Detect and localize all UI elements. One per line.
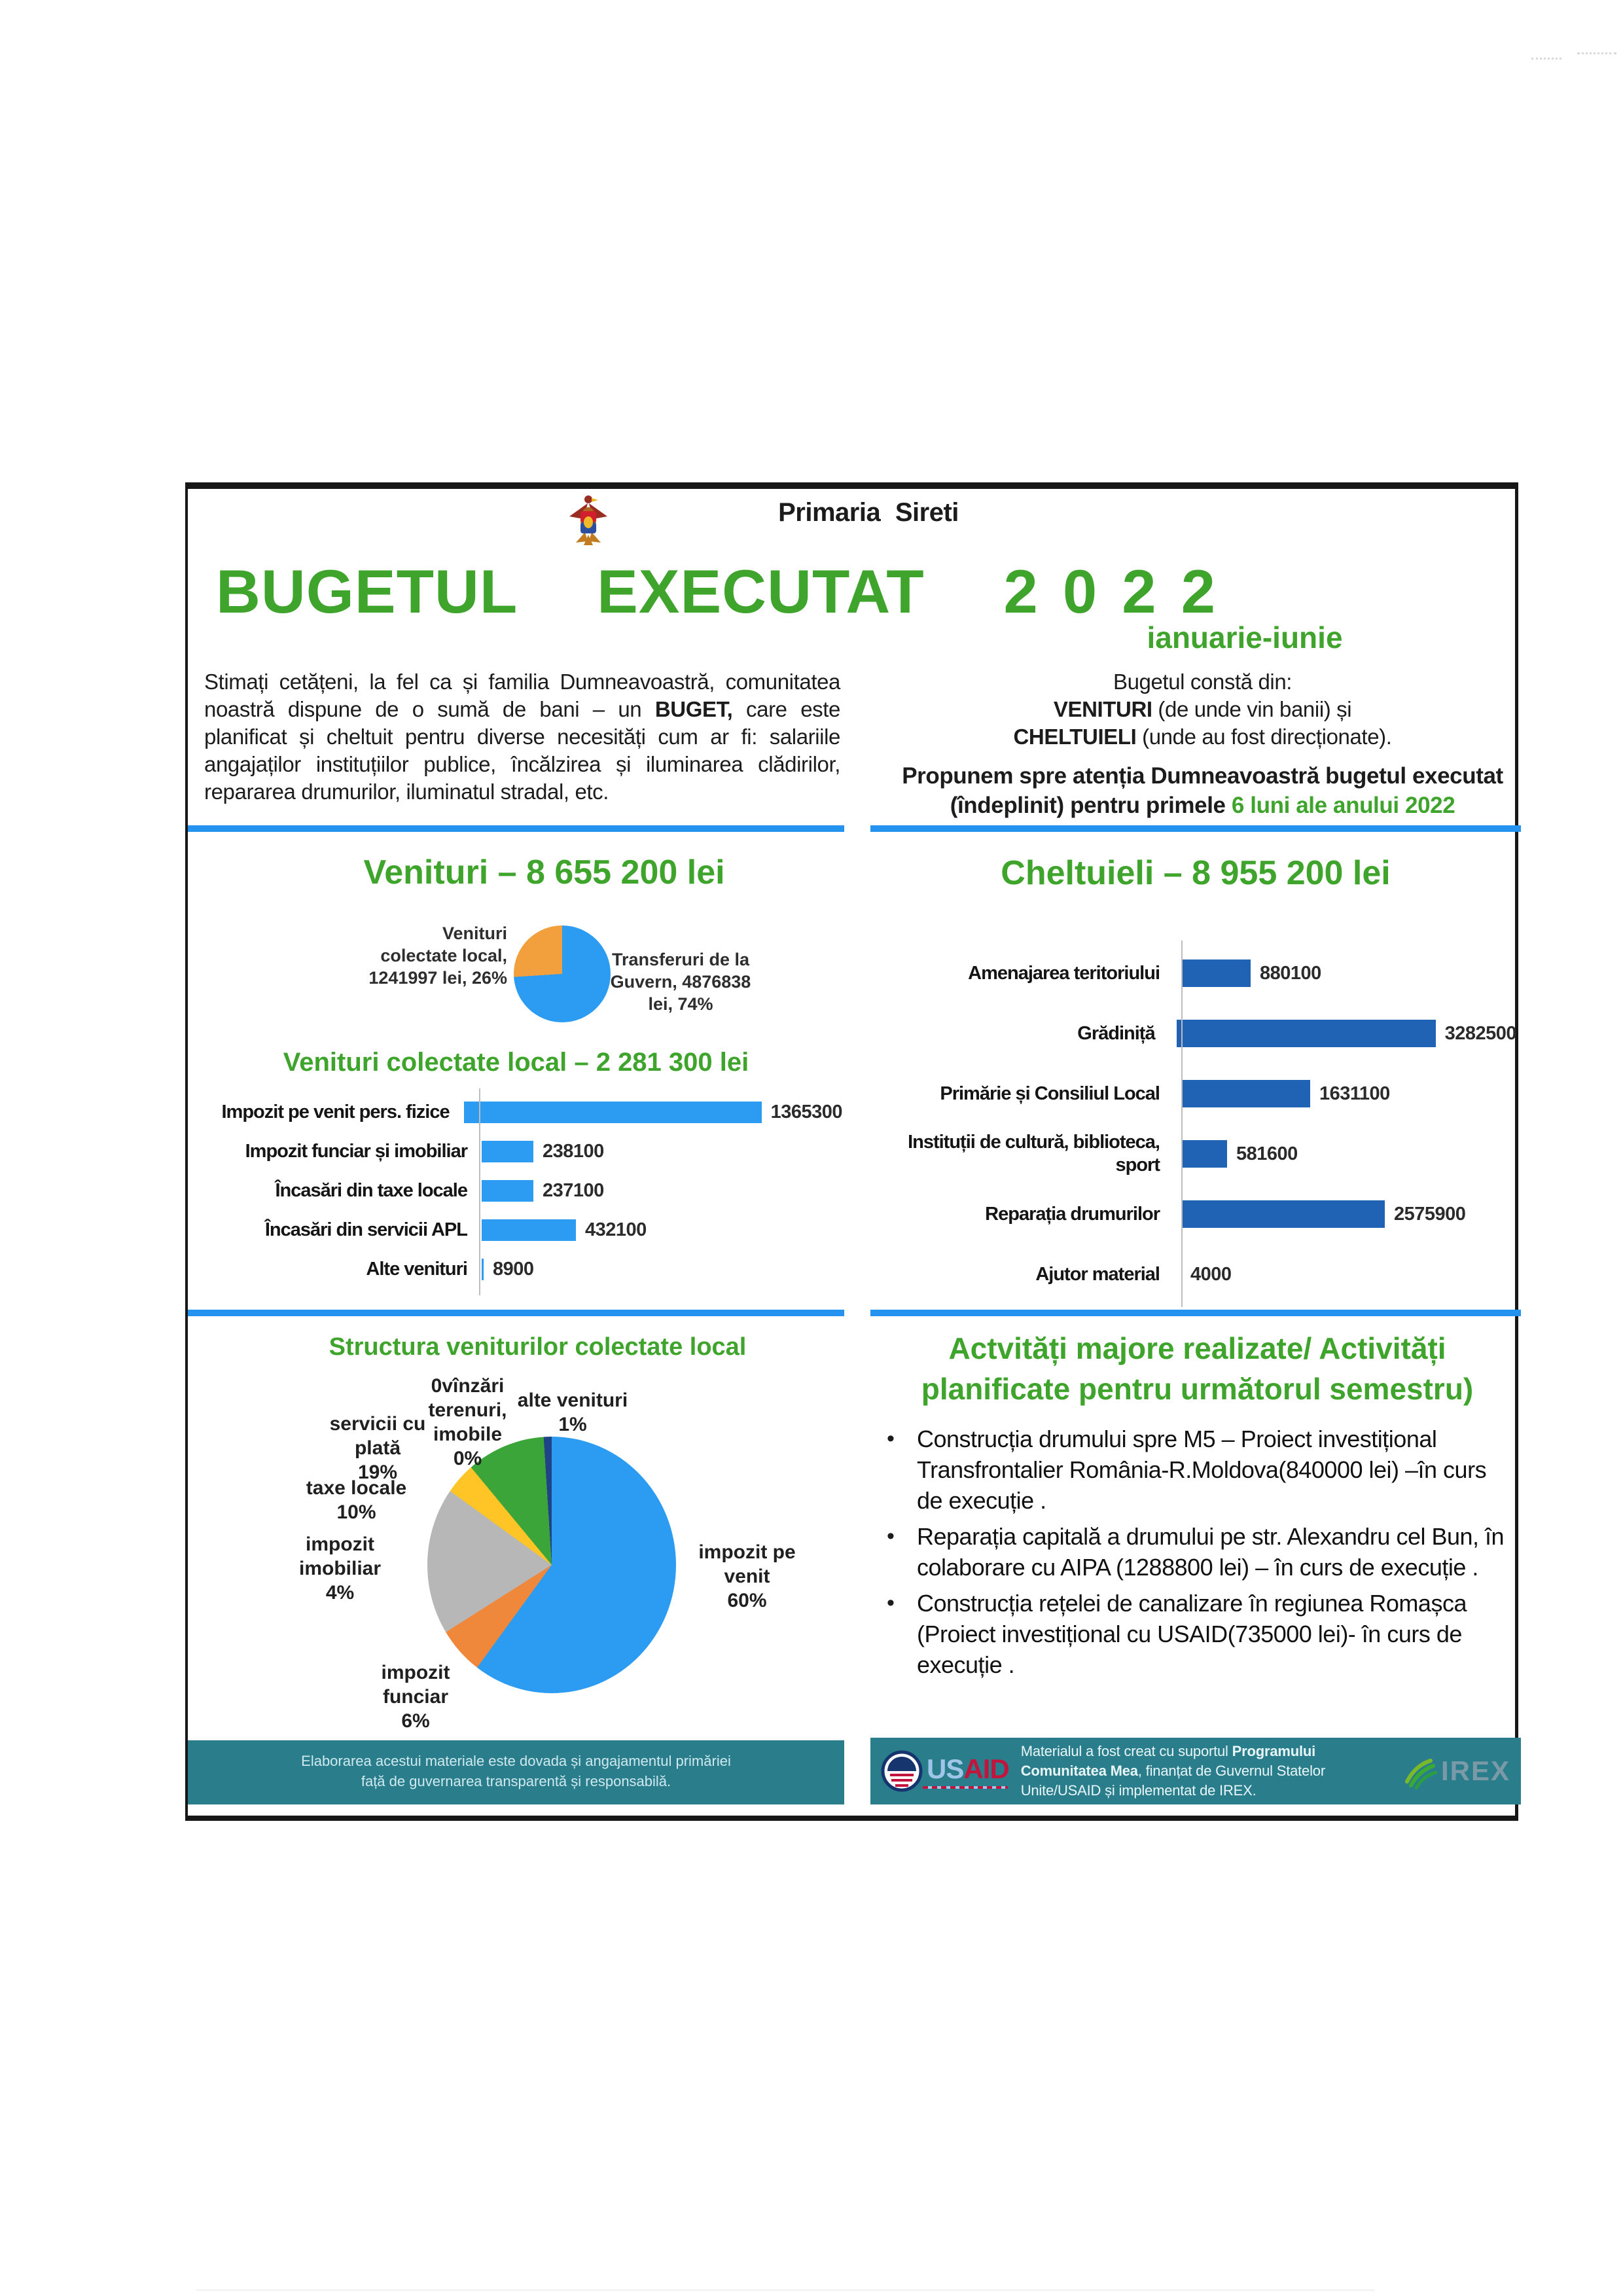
- organization-name: Primaria Sireti: [778, 498, 959, 527]
- bar-category-label: Primărie și Consiliul Local: [940, 1083, 1160, 1104]
- venituri-bar-chart: [211, 1092, 842, 1289]
- scan-artifact: [1577, 52, 1616, 54]
- irex-logo: [1402, 1753, 1510, 1789]
- definition-line: Bugetul constă din:: [1113, 670, 1293, 694]
- bar-category-label: Alte venituri: [366, 1258, 467, 1280]
- pie2-label-servicii: [329, 1412, 427, 1484]
- footer-text: , finanțat de Guvernul Statelor Unite/USAID și implementat de IREX.: [1020, 1763, 1325, 1799]
- definition-line: [883, 696, 1522, 723]
- pie2-label-alte: [514, 1388, 632, 1437]
- venituri-word: VENITURI: [1053, 697, 1152, 721]
- bar: [482, 1141, 533, 1162]
- bar-row: [872, 1244, 1516, 1304]
- bullet-icon: •: [887, 1524, 895, 1549]
- pie2-label-text: 0vînzări terenuri, imobile: [428, 1375, 507, 1445]
- bar-track: [1181, 1080, 1390, 1107]
- bar-track: [1177, 1020, 1516, 1047]
- bar-track: [1181, 1140, 1298, 1168]
- intro-bold-word: BUGET,: [654, 697, 733, 721]
- proposal-statement: [883, 761, 1522, 820]
- pie2-label-pct: 19%: [357, 1462, 398, 1483]
- bar-row: [211, 1249, 842, 1289]
- pie-label-line: Guvern, 4876838: [610, 972, 751, 992]
- title-period: ianuarie-iunie: [1147, 620, 1343, 655]
- footer-text: Materialul a fost creat cu suportul: [1020, 1743, 1232, 1759]
- pie-label-transferuri: [599, 948, 762, 1015]
- section-divider: [870, 825, 1521, 832]
- cheltuieli-word: CHELTUIELI: [1013, 725, 1137, 749]
- usaid-tagline: [923, 1786, 1008, 1789]
- pie2-label-taxe: [302, 1476, 410, 1524]
- pie2-label-text: alte venituri: [517, 1390, 628, 1411]
- bullet-icon: •: [887, 1590, 895, 1615]
- pie2-label-vinzari: [414, 1374, 522, 1471]
- venituri-local-title: Venituri colectate local – 2 281 300 lei: [283, 1048, 749, 1077]
- pie-label-line: Venituri: [442, 924, 507, 943]
- scan-artifact: [1531, 58, 1561, 60]
- bar-row: [872, 1124, 1516, 1184]
- moldova-coat-of-arms-icon: [565, 490, 611, 550]
- activity-item: [887, 1521, 1512, 1583]
- bar: [1181, 1080, 1310, 1107]
- bar-value: 8900: [493, 1258, 534, 1280]
- definition-text: (de unde vin banii) și: [1152, 697, 1352, 721]
- footer-line: față de guvernarea transparentă și responsabilă.: [361, 1773, 671, 1789]
- bar: [482, 1219, 576, 1241]
- pie2-label-text: impozit imobiliar: [298, 1534, 382, 1579]
- bar: [1181, 960, 1251, 987]
- footer-right-text: [1021, 1742, 1390, 1801]
- pie2-label-pct: 10%: [336, 1501, 376, 1523]
- bar: [1181, 1140, 1227, 1168]
- cheltuieli-section-title: Cheltuieli – 8 955 200 lei: [1001, 854, 1391, 892]
- bar-row: [872, 1184, 1516, 1244]
- bar-row: [211, 1092, 842, 1132]
- footer-left-bar: [188, 1740, 844, 1804]
- bar-category-label: Instituții de cultură, biblioteca, sport: [908, 1132, 1160, 1175]
- footer-program-name: Programului Comunitatea Mea: [1020, 1743, 1316, 1779]
- bar-track: [482, 1180, 604, 1202]
- pie2-label-pct: 60%: [727, 1590, 767, 1611]
- structura-pie-chart: [427, 1437, 676, 1693]
- bar-value: 3282500: [1444, 1022, 1516, 1044]
- pie2-label-text: servicii cu plată: [329, 1413, 426, 1459]
- intro-text: Stimați cetățeni, la fel ca și familia Dumneavoastră, comunitatea noastră dispune de o sumă de bani – un: [204, 670, 840, 721]
- intro-text: care este planificat și cheltuit pentru diverse necesități cum ar fi: salariile angajaților instituțiilor publice, încălzirea și iluminarea clădirilor, repararea drumurilor, iluminatul stradal, etc.: [204, 697, 840, 804]
- page-title: [216, 556, 1219, 627]
- pie2-label-pct: 1%: [558, 1414, 587, 1435]
- bar-track: [482, 1219, 647, 1241]
- bar-value: 1365300: [770, 1101, 842, 1122]
- bar-row: [211, 1210, 842, 1249]
- activities-title: [874, 1328, 1521, 1409]
- pie2-label-text: impozit funciar: [381, 1662, 450, 1708]
- budget-definition: [883, 668, 1522, 820]
- definition-line: [883, 723, 1522, 751]
- bar: [482, 1259, 484, 1280]
- pie2-label-pct: 6%: [401, 1710, 430, 1732]
- footer-line: Elaborarea acestui materiale este dovada și angajamentul primăriei: [301, 1753, 731, 1769]
- activity-text: Construcția drumului spre M5 – Proiect investițional Transfrontalier România-R.Moldova(840000 lei) –în curs de execuție .: [917, 1426, 1487, 1514]
- pie2-label-text: impozit pe venit: [698, 1541, 796, 1587]
- content-box: [185, 482, 1518, 1821]
- bar-row: [872, 1003, 1516, 1064]
- intro-paragraph: [204, 668, 840, 806]
- bar-value: 581600: [1236, 1143, 1298, 1164]
- title-word-1: BUGETUL: [216, 557, 518, 626]
- usaid-aid-text: AID: [963, 1753, 1009, 1784]
- bar-value: 432100: [585, 1219, 647, 1240]
- venituri-section-title: Venituri – 8 655 200 lei: [363, 853, 725, 891]
- bar-track: [1181, 960, 1321, 987]
- bar-value: 1631100: [1319, 1083, 1390, 1104]
- bar-category-label: Încasări din servicii APL: [264, 1219, 467, 1240]
- bullet-icon: •: [887, 1426, 895, 1451]
- footer-left-text: [188, 1740, 844, 1791]
- title-word-2: EXECUTAT: [597, 557, 925, 626]
- activity-item: [887, 1424, 1512, 1516]
- pie2-label-pct: 0%: [453, 1448, 482, 1469]
- pie-label-line: 1241997 lei, 26%: [368, 968, 507, 988]
- footer-right-bar: [870, 1738, 1521, 1804]
- bar-row: [872, 1064, 1516, 1124]
- venituri-pie-chart: [514, 925, 611, 1022]
- bar-track: [464, 1102, 842, 1123]
- bar-value: 2575900: [1394, 1203, 1466, 1225]
- usaid-logo: [881, 1750, 1009, 1792]
- section-divider: [188, 825, 844, 832]
- bar-value: 238100: [543, 1140, 604, 1162]
- activities-title-line: Actvități majore realizate/ Activități: [948, 1331, 1446, 1365]
- pie-label-venituri-local: [355, 922, 507, 989]
- cheltuieli-bar-chart: [872, 943, 1516, 1304]
- pie2-label-imobiliar: [293, 1532, 387, 1605]
- pie2-label-venit: [687, 1540, 808, 1613]
- chart-axis: [1181, 941, 1183, 1307]
- activity-text: Reparația capitală a drumului pe str. Alexandru cel Bun, în colaborare cu AIPA (1288800 lei) – în curs de execuție .: [917, 1523, 1505, 1581]
- proposal-period: 6 luni ale anului 2022: [1231, 793, 1455, 818]
- bar-category-label: Încasări din taxe locale: [275, 1179, 467, 1201]
- bar: [1177, 1020, 1436, 1047]
- pie2-label-pct: 4%: [325, 1582, 355, 1604]
- bar-row: [211, 1132, 842, 1171]
- bar-value: 4000: [1190, 1263, 1232, 1285]
- definition-text: (unde au fost direcționate).: [1136, 725, 1392, 749]
- section-divider: [188, 1310, 844, 1316]
- pie-label-line: Transferuri de la: [611, 950, 750, 969]
- bar: [1181, 1200, 1385, 1228]
- usaid-emblem-icon: [881, 1750, 923, 1792]
- bar-row: [872, 943, 1516, 1003]
- bar-track: [1181, 1261, 1232, 1288]
- bar-category-label: Grădiniță: [1077, 1022, 1155, 1044]
- bar-track: [1181, 1200, 1465, 1228]
- bar-category-label: Ajutor material: [1035, 1263, 1160, 1285]
- bar-track: [482, 1141, 604, 1162]
- bar-track: [482, 1259, 534, 1280]
- usaid-us-text: US: [927, 1753, 964, 1784]
- irex-text: IREX: [1440, 1755, 1510, 1786]
- bar-category-label: Amenajarea teritoriului: [968, 962, 1160, 984]
- activity-item: [887, 1588, 1512, 1680]
- bar-category-label: Impozit funciar și imobiliar: [245, 1140, 467, 1162]
- pie2-label-text: taxe locale: [306, 1477, 407, 1499]
- pie2-label-funciar: [370, 1660, 461, 1733]
- chart-axis: [479, 1088, 480, 1295]
- bar-category-label: Impozit pe venit pers. fizice: [221, 1101, 450, 1122]
- section-divider: [870, 1310, 1521, 1316]
- title-year: 2 0 2 2: [1003, 557, 1219, 626]
- bar: [464, 1102, 762, 1123]
- bar-category-label: Reparația drumurilor: [985, 1203, 1160, 1225]
- irex-arcs-icon: [1402, 1753, 1438, 1789]
- activities-title-line: planificate pentru următorul semestru): [921, 1372, 1474, 1406]
- proposal-text: Propunem spre atenția Dumneavoastră bugetul executat (îndeplinit) pentru primele: [902, 763, 1503, 818]
- pie-label-line: lei, 74%: [648, 994, 713, 1014]
- structura-title: Structura veniturilor colectate local: [329, 1333, 747, 1361]
- scan-artifact: [196, 2289, 1374, 2291]
- activities-list: [887, 1424, 1512, 1685]
- pie-label-line: colectate local,: [380, 946, 507, 965]
- bar-row: [211, 1171, 842, 1210]
- bar-value: 237100: [543, 1179, 604, 1201]
- activity-text: Construcția rețelei de canalizare în regiunea Romașca (Proiect investițional cu USAID(735000 lei)- în curs de execuție .: [917, 1590, 1467, 1678]
- bar: [482, 1180, 533, 1202]
- bar-value: 880100: [1260, 962, 1321, 984]
